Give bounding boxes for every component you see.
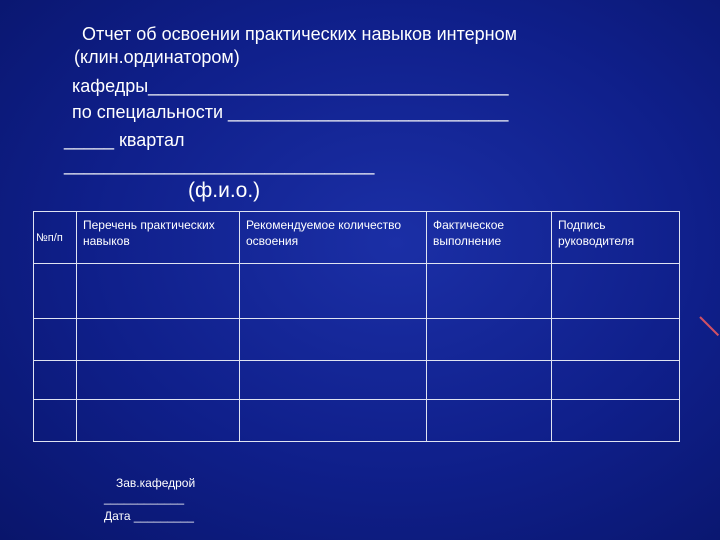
table-row: [34, 400, 680, 442]
date-line: Дата _________: [104, 509, 194, 523]
name-line: _______________________________: [64, 155, 375, 175]
head-signature-line: ____________: [104, 491, 185, 505]
table-cell: [427, 264, 552, 319]
table-cell: [427, 319, 552, 361]
col-header-recommended: Рекомендуемое количество освоения: [240, 212, 427, 264]
table-cell: [34, 319, 77, 361]
table-cell: [552, 361, 680, 400]
quarter-line: _____ квартал: [64, 130, 185, 150]
table-cell: [34, 264, 77, 319]
col-header-number: №п/п: [34, 212, 77, 264]
name-caption: (ф.и.о.): [188, 179, 261, 202]
table-cell: [552, 400, 680, 442]
table-cell: [77, 361, 240, 400]
table-cell: [240, 361, 427, 400]
table-row: [34, 319, 680, 361]
table-cell: [552, 264, 680, 319]
table-header-row: [34, 212, 680, 264]
table-cell: [77, 319, 240, 361]
report-title-continued: (клин.ординатором): [74, 47, 240, 67]
report-title: Отчет об освоении практических навыков интерном: [82, 24, 517, 44]
col-header-skills: Перечень практических навыков: [77, 212, 240, 264]
table-cell: [77, 264, 240, 319]
table-cell: [34, 400, 77, 442]
table-cell: [427, 361, 552, 400]
table-cell: [34, 361, 77, 400]
table-cell: [427, 400, 552, 442]
table-cell: [552, 319, 680, 361]
table-cell: [240, 319, 427, 361]
table-cell: [240, 400, 427, 442]
col-header-signature: Подпись руководителя: [552, 212, 680, 264]
table-cell: [77, 400, 240, 442]
table-cell: [240, 264, 427, 319]
table-row: [34, 361, 680, 400]
decorative-line: [699, 316, 719, 336]
specialty-line: по специальности ____________________________: [72, 102, 509, 122]
department-line: кафедры____________________________________: [72, 76, 509, 96]
head-of-department-label: Зав.кафедрой: [116, 476, 196, 490]
table-row: [34, 264, 680, 319]
col-header-actual: Фактическое выполнение: [427, 212, 552, 264]
skills-table: [33, 211, 680, 442]
